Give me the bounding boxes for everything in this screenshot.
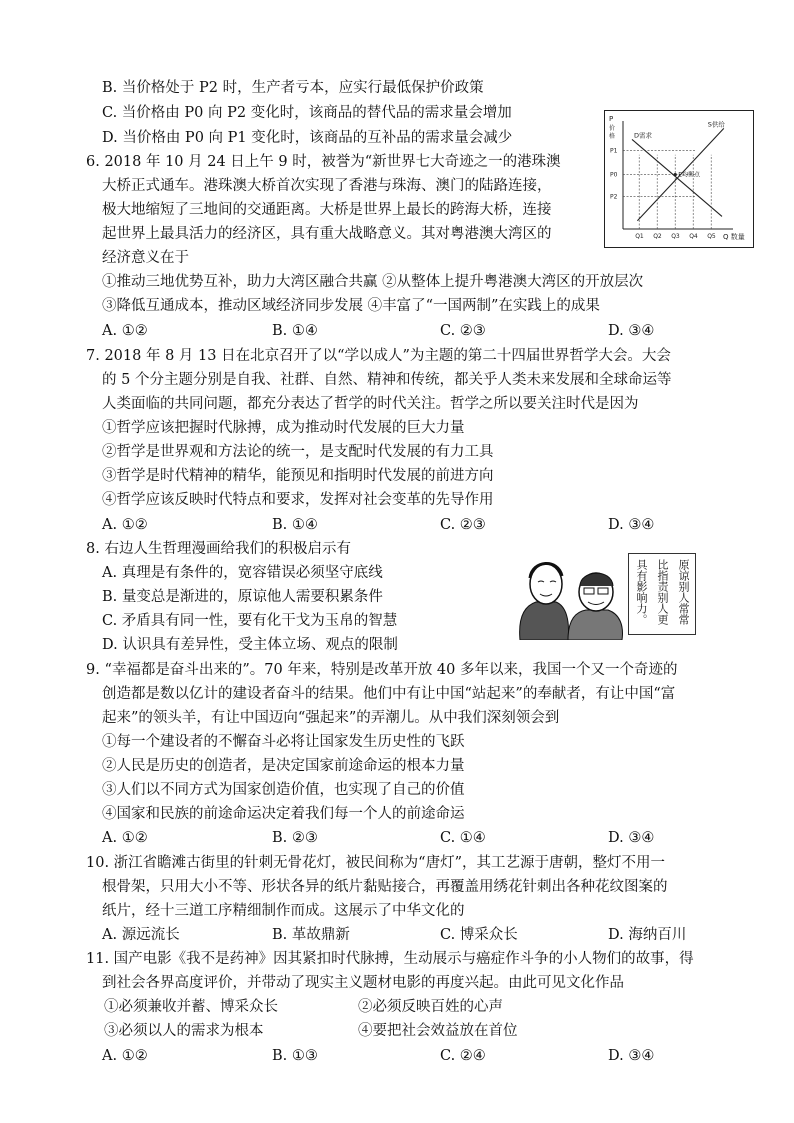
supply-demand-chart bbox=[604, 110, 754, 248]
q10-choices bbox=[102, 925, 687, 945]
q6-choice-b[interactable]: B. ①④ bbox=[272, 323, 318, 339]
q7-choice-a[interactable]: A. ①② bbox=[102, 517, 148, 533]
q11-choice-a[interactable]: A. ①② bbox=[102, 1048, 148, 1064]
q6-choices bbox=[102, 321, 682, 341]
x-tick-label-1: Q2 bbox=[653, 233, 662, 240]
q6-choice-a[interactable]: A. ①② bbox=[102, 323, 148, 339]
q10-choice-c[interactable]: C. 博采众长 bbox=[440, 927, 518, 943]
caption-col-1: 原谅别人常常 bbox=[677, 559, 690, 625]
q6-stem-4: 起世界上最具活力的经济区，具有重大战略意义。其对粤港澳大湾区的 bbox=[102, 226, 552, 242]
q9-choice-b[interactable]: B. ②③ bbox=[272, 830, 318, 846]
x-tick-label-3: Q4 bbox=[689, 233, 698, 240]
q6-stem-3: 极大地缩短了三地间的交通距离。大桥是世界上最长的跨海大桥，连接 bbox=[102, 202, 552, 218]
chart-ylabel-3: 格 bbox=[609, 133, 616, 140]
cartoon-caption-box bbox=[628, 553, 696, 635]
q10-stem-1: 10. 浙江省瞻滩古街里的针刺无骨花灯，被民间称为“唐灯”，其工艺源于唐朝，整灯不用一 bbox=[86, 855, 665, 871]
y-tick-label-1: P0 bbox=[610, 171, 618, 179]
y-tick-label-0: P1 bbox=[610, 147, 618, 155]
q6-choice-d[interactable]: D. ③④ bbox=[608, 323, 655, 339]
q11-item-2: ②必须反映百姓的心声 bbox=[358, 999, 503, 1015]
chart-ylabel-1: P bbox=[609, 115, 614, 123]
q7-item-2: ②哲学是世界观和方法论的统一，是支配时代发展的有力工具 bbox=[102, 444, 494, 460]
caption-col-3: 具有影响力。 bbox=[635, 559, 648, 625]
q11-choice-d[interactable]: D. ③④ bbox=[608, 1048, 655, 1064]
q9-item-3: ③人们以不同方式为国家创造价值，也实现了自己的价值 bbox=[102, 782, 465, 798]
y-tick-label-2: P2 bbox=[610, 193, 618, 201]
q8-option-c[interactable]: C. 矛盾具有同一性，要有化干戈为玉帛的智慧 bbox=[102, 613, 398, 629]
q5-option-d: D. 当价格由 P0 向 P1 变化时，该商品的互补品的需求量会减少 bbox=[102, 130, 513, 146]
x-tick-label-2: Q3 bbox=[671, 233, 680, 240]
q7-choice-b[interactable]: B. ①④ bbox=[272, 517, 318, 533]
q9-item-4: ④国家和民族的前途命运决定着我们每一个人的前途命运 bbox=[102, 806, 465, 822]
q6-stem-2: 大桥正式通车。港珠澳大桥首次实现了香港与珠海、澳门的陆路连接， bbox=[102, 178, 552, 194]
q9-choice-d[interactable]: D. ③④ bbox=[608, 830, 655, 846]
q11-stem-1: 11. 国产电影《我不是药神》因其紧扣时代脉搏，生动展示与癌症作斗争的小人物们的故事，得 bbox=[86, 951, 694, 967]
q11-item-1: ①必须兼收并蓄、博采众长 bbox=[104, 999, 278, 1015]
equilibrium-label: E均衡点 bbox=[678, 171, 700, 179]
q7-stem-3: 人类面临的共同问题，都充分表达了哲学的时代关注。哲学之所以要关注时代是因为 bbox=[102, 396, 639, 412]
caption-col-2: 比指责别人更 bbox=[656, 559, 669, 625]
q6-item-2: ③降低互通成本，推动区域经济同步发展 ④丰富了“一国两制”在实践上的成果 bbox=[102, 298, 600, 314]
q11-choices bbox=[102, 1046, 682, 1066]
q8-option-a[interactable]: A. 真理是有条件的，宽容错误必须坚守底线 bbox=[102, 565, 383, 581]
x-tick-label-4: Q5 bbox=[707, 233, 716, 240]
q7-stem-1: 7. 2018 年 8 月 13 日在北京召开了以“学以成人”为主题的第二十四届世界哲学大会。大会 bbox=[86, 348, 671, 364]
chart-xlabel: Q 数量 bbox=[723, 233, 745, 241]
q6-choice-c[interactable]: C. ②③ bbox=[440, 323, 486, 339]
q10-choice-a[interactable]: A. 源远流长 bbox=[102, 927, 180, 943]
q9-item-1: ①每一个建设者的不懈奋斗必将让国家发生历史性的飞跃 bbox=[102, 734, 465, 750]
q9-choice-a[interactable]: A. ①② bbox=[102, 830, 148, 846]
q7-choice-c[interactable]: C. ②③ bbox=[440, 517, 486, 533]
q5-option-b: B. 当价格处于 P2 时，生产者亏本，应实行最低保护价政策 bbox=[102, 80, 484, 96]
q9-choices bbox=[102, 828, 682, 848]
q11-item-3: ③必须以人的需求为根本 bbox=[104, 1023, 264, 1039]
q5-option-c: C. 当价格由 P0 向 P2 变化时，该商品的替代品的需求量会增加 bbox=[102, 105, 512, 121]
q6-item-1: ①推动三地优势互补，助力大湾区融合共赢 ②从整体上提升粤港澳大湾区的开放层次 bbox=[102, 274, 644, 290]
q11-item-4: ④要把社会效益放在首位 bbox=[358, 1023, 518, 1039]
q7-choices bbox=[102, 515, 682, 535]
cartoon-people-illustration bbox=[512, 548, 630, 640]
q11-stem-2: 到社会各界高度评价，并带动了现实主义题材电影的再度兴起。由此可见文化作品 bbox=[102, 975, 624, 991]
q10-choice-d[interactable]: D. 海纳百川 bbox=[608, 927, 687, 943]
q7-item-3: ③哲学是时代精神的精华，能预见和指明时代发展的前进方向 bbox=[102, 468, 494, 484]
q9-stem-3: 起来”的领头羊，有让中国迈向“强起来”的弄潮儿。从中我们深刻领会到 bbox=[102, 710, 560, 726]
q8-option-b[interactable]: B. 量变总是渐进的，原谅他人需要积累条件 bbox=[102, 589, 383, 605]
q7-item-4: ④哲学应该反映时代特点和要求，发挥对社会变革的先导作用 bbox=[102, 492, 494, 508]
q9-stem-1: 9. “幸福都是奋斗出来的”。70 年来，特别是改革开放 40 多年以来，我国一个又一个奇迹的 bbox=[86, 662, 678, 678]
q9-item-2: ②人民是历史的创造者，是决定国家前途命运的根本力量 bbox=[102, 758, 465, 774]
q11-choice-c[interactable]: C. ②④ bbox=[440, 1048, 486, 1064]
q10-stem-3: 纸片，经十三道工序精细制作而成。这展示了中华文化的 bbox=[102, 903, 465, 919]
series-label-1: S供给 bbox=[707, 120, 725, 129]
chart-ylabel-2: 价 bbox=[609, 125, 616, 132]
q8-stem: 8. 右边人生哲理漫画给我们的积极启示有 bbox=[86, 541, 351, 557]
q7-stem-2: 的 5 个分主题分别是自我、社群、自然、精神和传统，都关乎人类未来发展和全球命运等 bbox=[102, 372, 672, 388]
q6-stem-1: 6. 2018 年 10 月 24 日上午 9 时，被誉为“新世界七大奇迹之一的港珠澳 bbox=[86, 154, 561, 170]
q10-stem-2: 根骨架，只用大小不等、形状各异的纸片黏贴接合，再覆盖用绣花针刺出各种花纹图案的 bbox=[102, 879, 668, 895]
q9-choice-c[interactable]: C. ①④ bbox=[440, 830, 486, 846]
q7-choice-d[interactable]: D. ③④ bbox=[608, 517, 655, 533]
x-tick-label-0: Q1 bbox=[635, 233, 644, 240]
q11-choice-b[interactable]: B. ①③ bbox=[272, 1048, 318, 1064]
q7-item-1: ①哲学应该把握时代脉搏，成为推动时代发展的巨大力量 bbox=[102, 420, 465, 436]
equilibrium-point bbox=[674, 173, 677, 176]
q9-stem-2: 创造都是数以亿计的建设者奋斗的结果。他们中有让中国“站起来”的奉献者，有让中国“富 bbox=[102, 686, 676, 702]
q6-stem-5: 经济意义在于 bbox=[102, 250, 189, 266]
q8-option-d[interactable]: D. 认识具有差异性，受主体立场、观点的限制 bbox=[102, 637, 398, 653]
series-label-0: D需求 bbox=[634, 131, 653, 140]
q10-choice-b[interactable]: B. 革故鼎新 bbox=[272, 927, 350, 943]
